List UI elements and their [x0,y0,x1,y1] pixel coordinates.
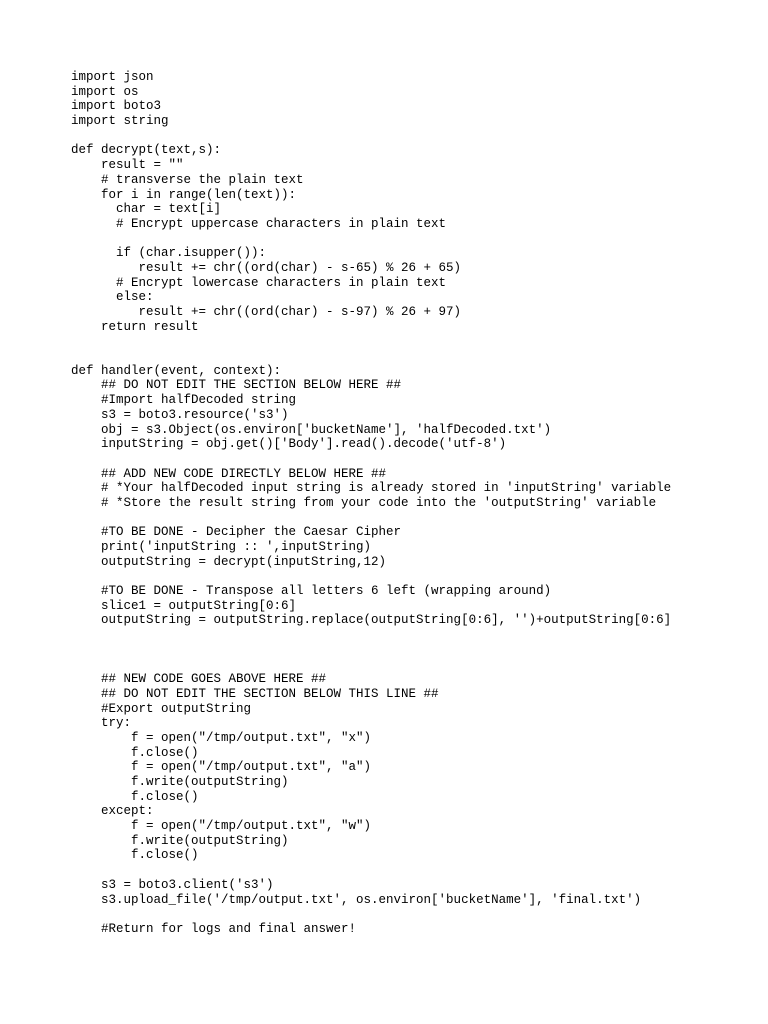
code-line: s3.upload_file('/tmp/output.txt', os.environ['bucketName'], 'final.txt') [71,892,642,907]
code-line: import os [71,84,139,99]
code-line [71,511,671,526]
code-line: s3 = boto3.resource('s3') [71,407,289,422]
code-line: result = "" [71,158,184,173]
code-line: f.write(outputString) [71,833,289,848]
code-line [71,658,671,673]
code-line: #Export outputString [71,701,252,716]
code-line: # *Store the result string from your code into the 'outputString' variable [71,495,657,510]
code-line: if (char.isupper()): [71,246,267,261]
code-line: s3 = boto3.client('s3') [71,877,274,892]
code-line: print('inputString :: ',inputString) [71,540,372,554]
code-block [71,70,671,937]
code-line: for i in range(len(text)): [71,187,297,202]
code-line [71,569,671,584]
code-line: def decrypt(text,s): [71,143,222,158]
code-line [71,334,671,349]
code-line: except: [71,804,154,819]
code-line: import json [71,70,154,84]
code-line: f.close() [71,789,199,804]
code-line: # Encrypt lowercase characters in plain text [71,275,447,290]
code-line: f = open("/tmp/output.txt", "w") [71,819,372,834]
code-line: outputString = decrypt(inputString,12) [71,554,387,569]
code-line [71,863,671,878]
code-line [71,452,671,467]
code-line [71,129,671,144]
code-line [71,628,671,643]
code-line: #TO BE DONE - Decipher the Caesar Cipher [71,525,402,540]
code-line: return result [71,319,199,334]
code-line: result += chr((ord(char) - s-65) % 26 + 65) [71,260,462,275]
code-line: #Return for logs and final answer! [71,921,357,936]
code-line [71,349,671,364]
code-line: f = open("/tmp/output.txt", "x") [71,730,372,745]
code-line: char = text[i] [71,202,222,217]
code-line: inputString = obj.get()['Body'].read().decode('utf-8') [71,437,507,452]
code-line: #TO BE DONE - Transpose all letters 6 left (wrapping around) [71,584,552,599]
code-line: f.close() [71,848,199,863]
code-line: f.write(outputString) [71,775,289,789]
code-line: #Import halfDecoded string [71,393,297,408]
code-line: # *Your halfDecoded input string is already stored in 'inputString' variable [71,481,672,496]
code-line [71,643,671,658]
code-line: # Encrypt uppercase characters in plain text [71,216,447,231]
code-line: obj = s3.Object(os.environ['bucketName'], 'halfDecoded.txt') [71,422,552,437]
code-line: ## NEW CODE GOES ABOVE HERE ## [71,672,327,687]
code-line [71,907,671,922]
code-line: else: [71,290,154,305]
code-line: result += chr((ord(char) - s-97) % 26 + 97) [71,305,462,319]
code-line: def handler(event, context): [71,363,282,378]
code-line: f = open("/tmp/output.txt", "a") [71,760,372,775]
code-line: import boto3 [71,99,162,114]
code-line: f.close() [71,745,199,760]
code-line: slice1 = outputString[0:6] [71,598,297,613]
code-line: ## DO NOT EDIT THE SECTION BELOW THIS LINE ## [71,686,439,701]
code-line: ## ADD NEW CODE DIRECTLY BELOW HERE ## [71,466,387,481]
code-line: ## DO NOT EDIT THE SECTION BELOW HERE ## [71,378,402,393]
code-line: import string [71,114,169,129]
code-line [71,232,671,247]
code-line: outputString = outputString.replace(outputString[0:6], '')+outputString[0:6] [71,613,672,628]
code-line: # transverse the plain text [71,172,304,187]
code-line: try: [71,716,132,731]
